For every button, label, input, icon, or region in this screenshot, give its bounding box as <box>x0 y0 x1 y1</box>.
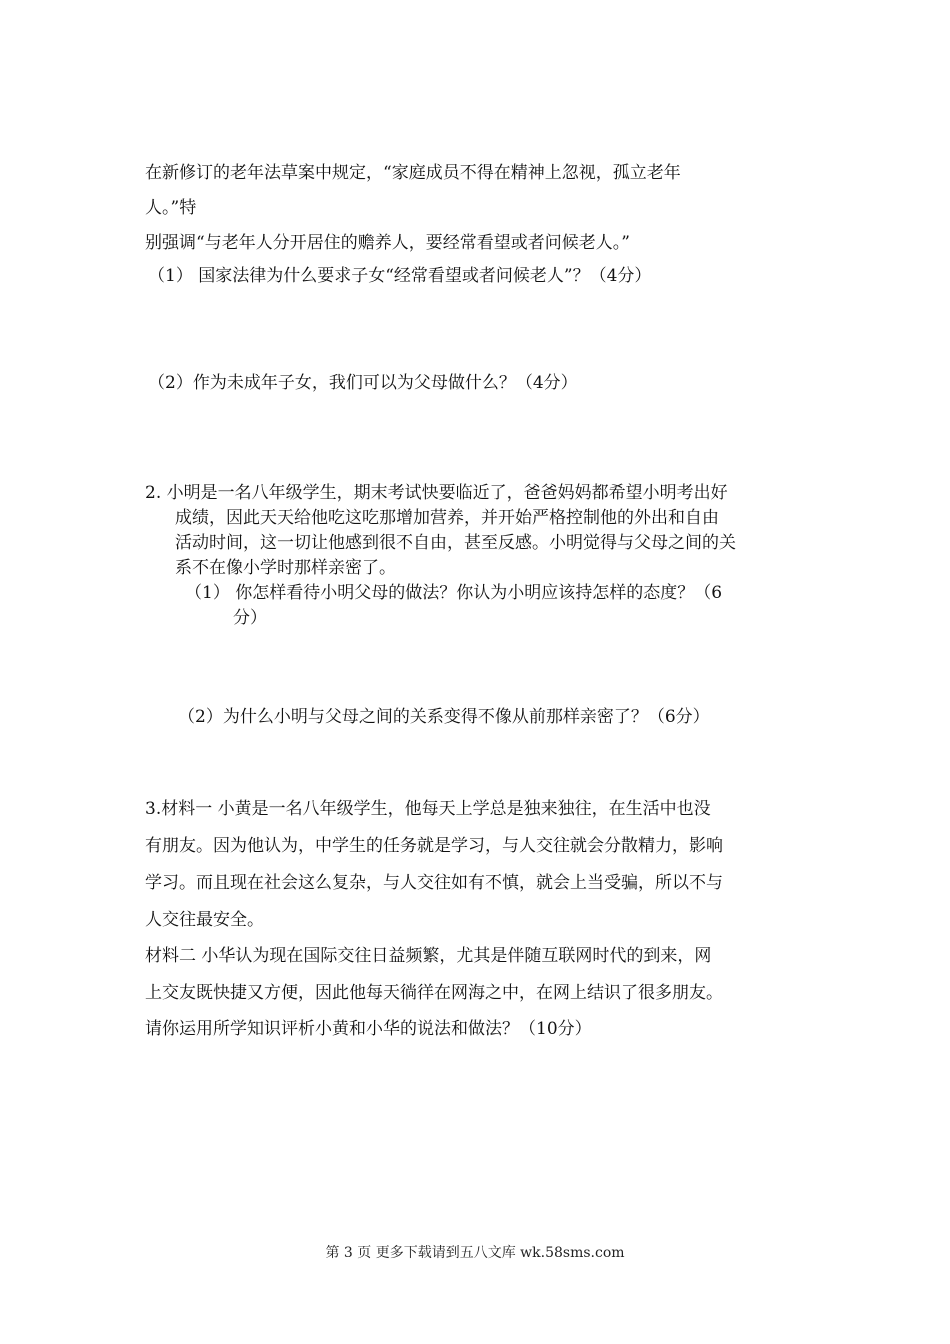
q2-subquestion-1-line-2: 分） <box>233 608 267 628</box>
q1-subquestion-1: （1） 国家法律为什么要求子女“经常看望或者问候老人”？（4分） <box>148 266 652 286</box>
q1-subquestion-2: （2）作为未成年子女，我们可以为父母做什么？（4分） <box>148 373 578 393</box>
q3-material-2-line-1: 材料二 小华认为现在国际交往日益频繁，尤其是伴随互联网时代的到来，网 <box>145 946 712 966</box>
q3-material-1-line-2: 有朋友。因为他认为，中学生的任务就是学习，与人交往就会分散精力，影响 <box>145 836 723 856</box>
q1-intro-line-3: 别强调“与老年人分开居住的赡养人，要经常看望或者问候老人。” <box>145 233 630 253</box>
q1-intro-line-2: 人。”特 <box>145 198 197 218</box>
q1-intro-line-1: 在新修订的老年法草案中规定，“家庭成员不得在精神上忽视，孤立老年 <box>145 163 681 183</box>
q2-stem-line-1: 2. 小明是一名八年级学生，期末考试快要临近了，爸爸妈妈都希望小明考出好 <box>145 483 728 503</box>
q3-material-2-line-2: 上交友既快捷又方便，因此他每天徜徉在网海之中，在网上结识了很多朋友。 <box>145 983 723 1003</box>
q2-stem-line-3: 活动时间，这一切让他感到很不自由，甚至反感。小明觉得与父母之间的关 <box>175 533 736 553</box>
q2-subquestion-2: （2）为什么小明与父母之间的关系变得不像从前那样亲密了？（6分） <box>178 707 710 727</box>
q3-question: 请你运用所学知识评析小黄和小华的说法和做法？（10分） <box>145 1019 592 1039</box>
q3-material-1-line-4: 人交往最安全。 <box>145 910 264 930</box>
q2-subquestion-1-line-1: （1） 你怎样看待小明父母的做法？你认为小明应该持怎样的态度？（6 <box>185 583 723 603</box>
q3-material-1-line-1: 3.材料一 小黄是一名八年级学生，他每天上学总是独来独往，在生活中也没 <box>145 799 711 819</box>
q2-stem-line-4: 系不在像小学时那样亲密了。 <box>175 558 396 578</box>
q2-stem-line-2: 成绩，因此天天给他吃这吃那增加营养，并开始严格控制他的外出和自由 <box>175 508 719 528</box>
q3-material-1-line-3: 学习。而且现在社会这么复杂，与人交往如有不慎，就会上当受骗，所以不与 <box>145 873 723 893</box>
page-footer: 第 3 页 更多下载请到五八文库 wk.58sms.com <box>325 1245 625 1261</box>
